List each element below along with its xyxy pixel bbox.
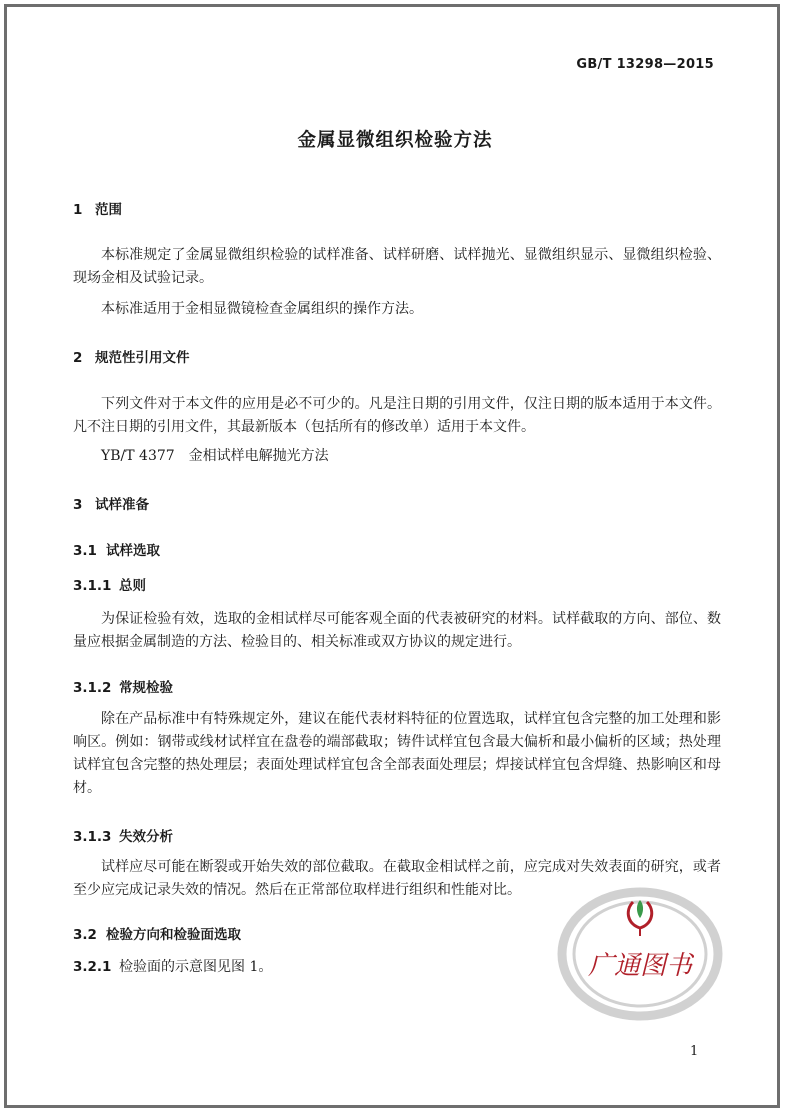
section-title: 试样选取 <box>106 543 160 559</box>
paragraph-general: 为保证检验有效，选取的金相试样尽可能客观全面的代表被研究的材料。试样截取的方向、部位、数量应根据金属制造的方法、检验目的、相关标准或双方协议的规定进行。 <box>73 611 721 650</box>
paragraph-scope-1: 本标准规定了金属显微组织检验的试样准备、试样研磨、试样抛光、显微组织显示、显微组织检验、现场金相及试验记录。 <box>73 247 721 286</box>
section-number: 3 <box>73 497 83 513</box>
section-number: 3.2 <box>73 927 97 943</box>
subsection-3-1-2-heading <box>73 676 173 696</box>
subsection-3-1-heading <box>73 539 160 559</box>
reference-code: YB/T 4377 <box>101 448 175 464</box>
standard-number: GB/T 13298—2015 <box>576 57 714 72</box>
section-number: 1 <box>73 202 83 218</box>
paragraph-failure-analysis: 试样应尽可能在断裂或开始失效的部位截取。在截取金相试样之前，应完成对失效表面的研究，或者至少应完成记录失效的情况。然后在正常部位取样进行组织和性能对比。 <box>73 859 721 898</box>
paragraph-scope-2: 本标准适用于金相显微镜检查金属组织的操作方法。 <box>101 301 423 317</box>
section-title: 规范性引用文件 <box>95 350 190 366</box>
section-title: 总则 <box>119 578 146 594</box>
section-number: 3.1 <box>73 543 97 559</box>
section-3-heading <box>73 493 149 513</box>
page-number: 1 <box>690 1044 699 1059</box>
subsection-3-2-heading <box>73 923 241 943</box>
section-title: 试样准备 <box>95 497 149 513</box>
subsection-3-1-3-heading <box>73 825 173 845</box>
subsection-3-1-1-heading <box>73 574 146 594</box>
paragraph-routine-inspection: 除在产品标准中有特殊规定外，建议在能代表材料特征的位置选取，试样宜包含完整的加工处理和影响区。例如：钢带或线材试样宜在盘卷的端部截取；铸件试样宜包含最大偏析和最小偏析的区域；热处理试样宜包含完整的热处理层；表面处理试样宜包含全部表面处理层；焊接试样宜包含焊缝、热影响区和母材。 <box>73 711 721 796</box>
section-number: 3.1.2 <box>73 680 112 696</box>
reference-title: 金相试样电解抛光方法 <box>188 448 329 464</box>
section-title: 检验方向和检验面选取 <box>106 927 241 943</box>
section-number: 3.1.1 <box>73 578 112 594</box>
section-title: 失效分析 <box>119 829 173 845</box>
watermark-stamp <box>545 872 735 1032</box>
section-title: 常规检验 <box>119 680 173 696</box>
subsection-text: 检验面的示意图见图 1。 <box>119 959 273 975</box>
paragraph-normative-refs: 下列文件对于本文件的应用是必不可少的。凡是注日期的引用文件，仅注日期的版本适用于本文件。凡不注日期的引用文件，其最新版本（包括所有的修改单）适用于本文件。 <box>73 396 721 435</box>
watermark-text: 广通图书 <box>587 951 693 981</box>
section-1-heading <box>73 198 122 218</box>
section-2-heading <box>73 346 190 366</box>
section-title: 范围 <box>95 202 122 218</box>
normative-reference-item <box>73 445 721 468</box>
section-number: 3.1.3 <box>73 829 112 845</box>
section-number: 3.2.1 <box>73 959 112 975</box>
leaf-logo-icon <box>628 900 651 936</box>
document-title: 金属显微组织检验方法 <box>297 130 493 151</box>
section-number: 2 <box>73 350 83 366</box>
